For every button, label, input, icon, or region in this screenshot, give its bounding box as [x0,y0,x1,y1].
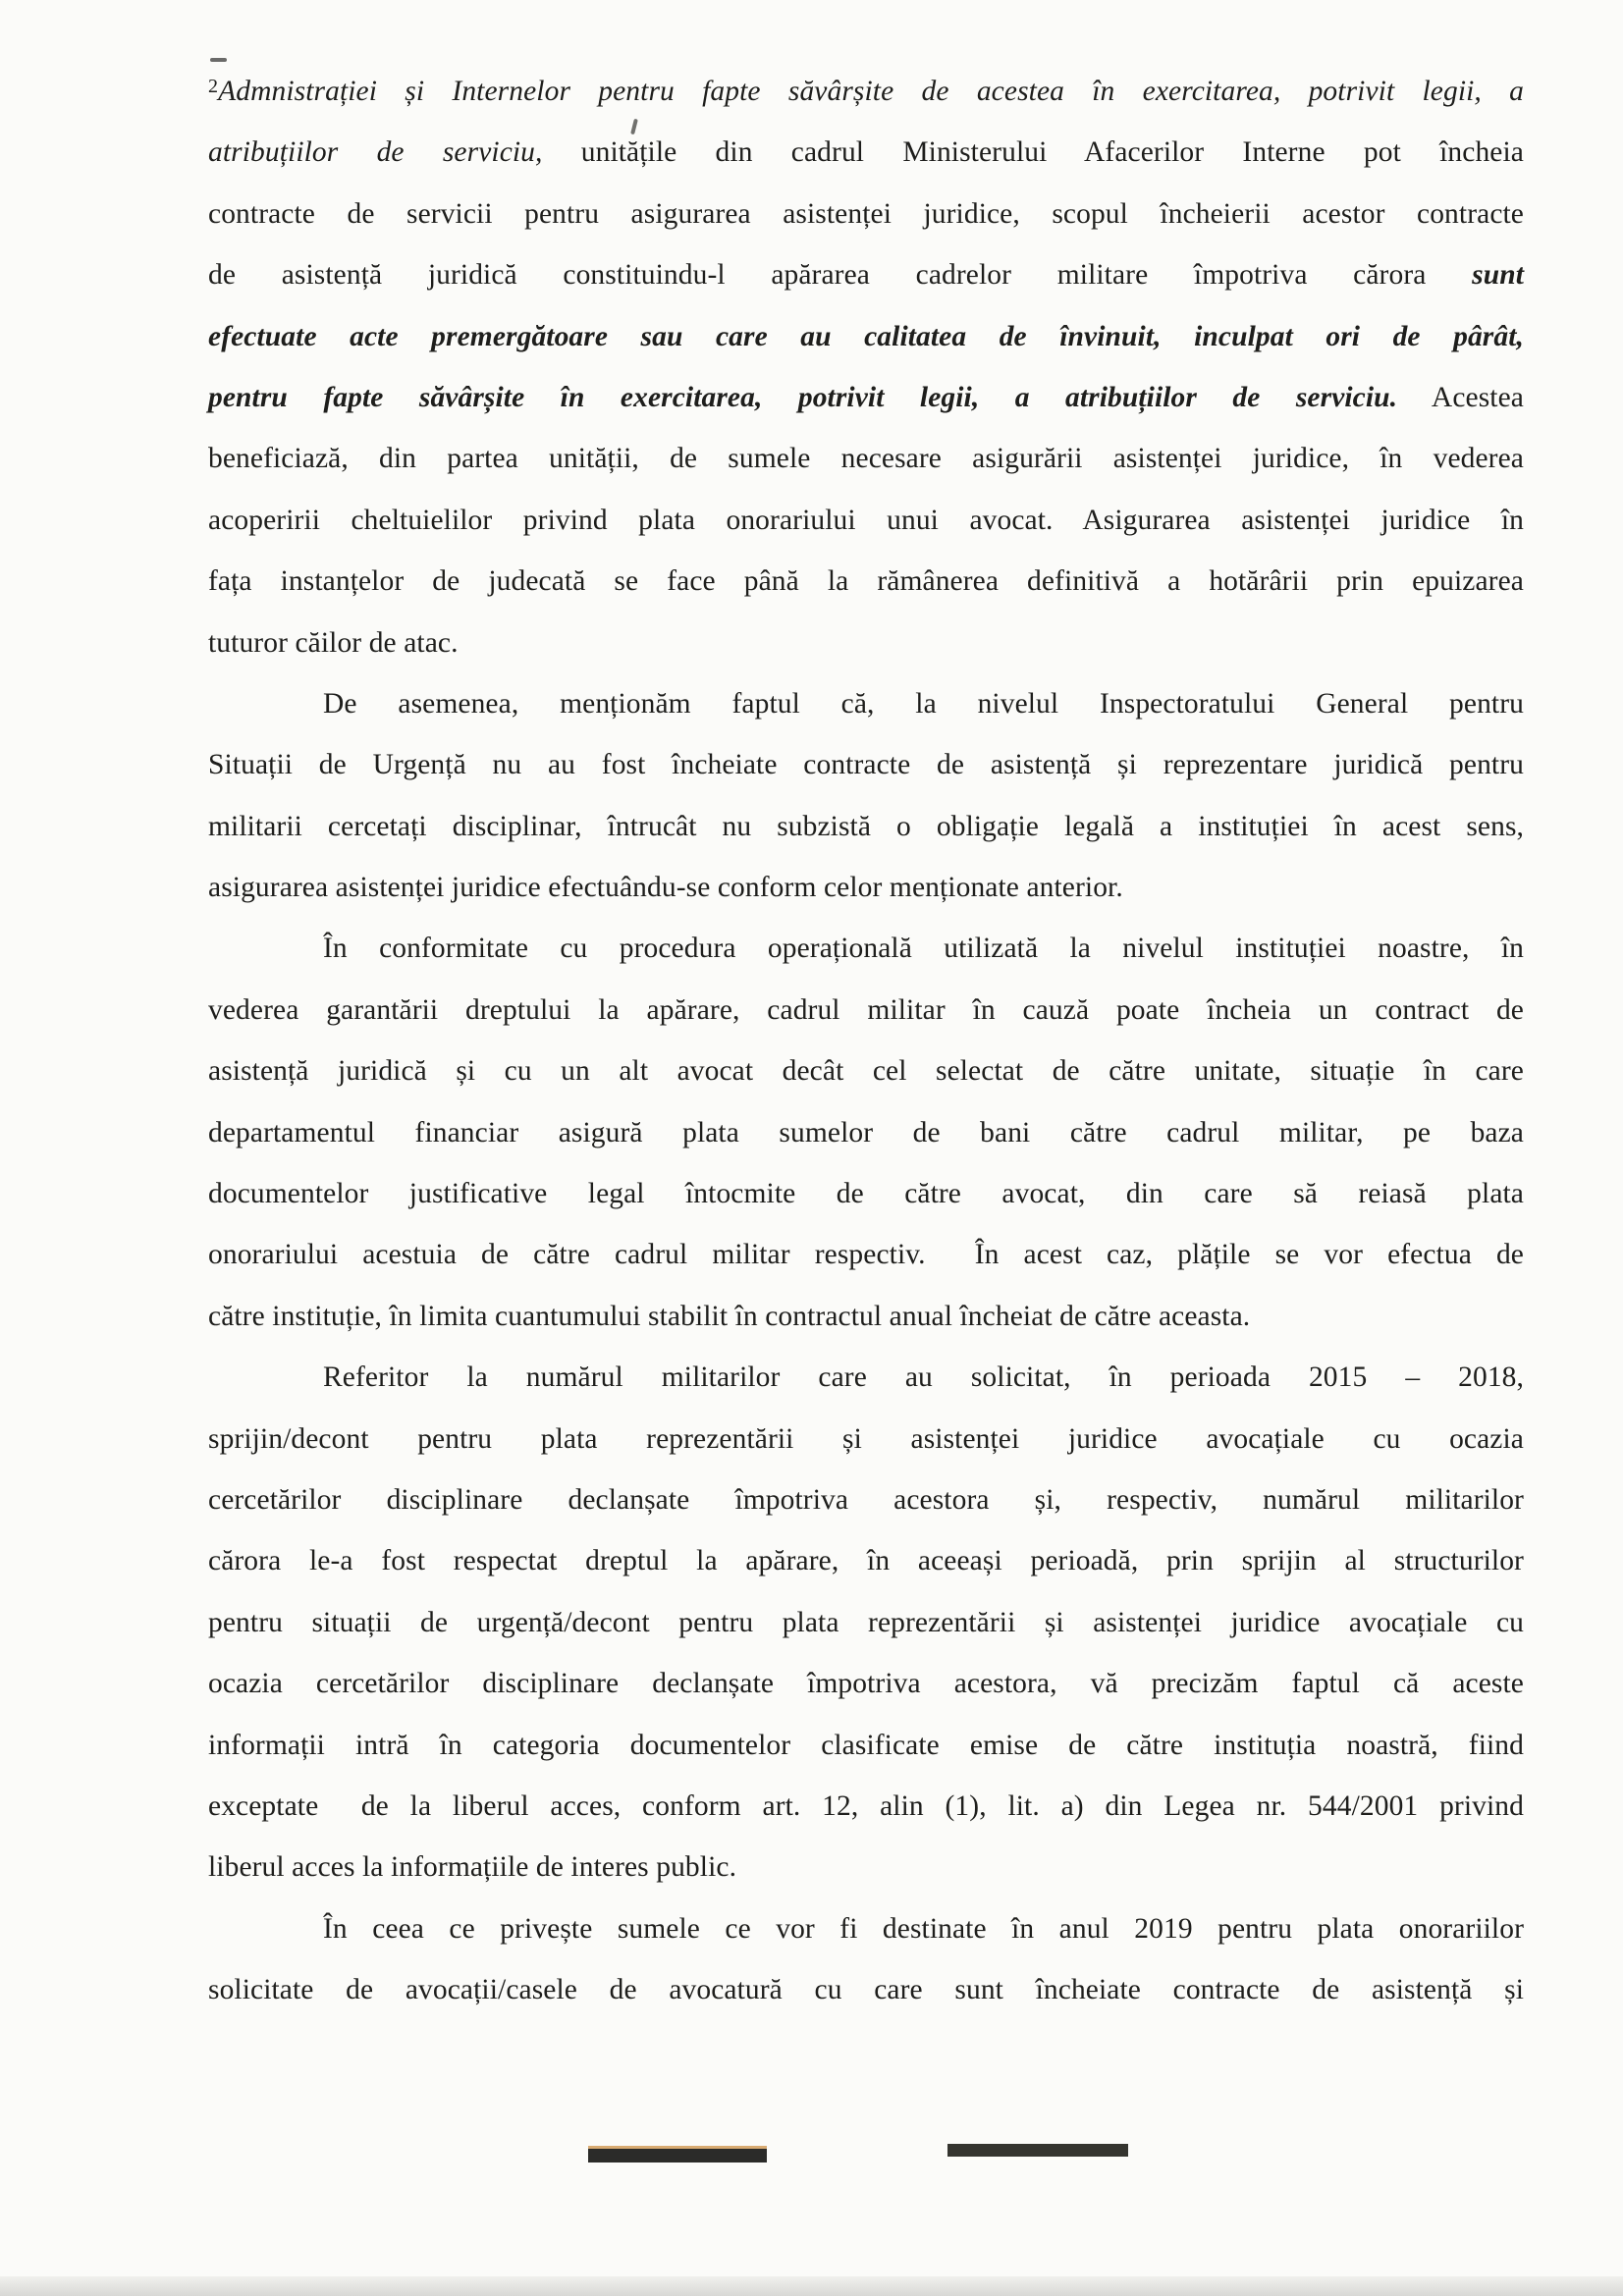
text-segment: onorariului acestuia de către cadrul militar respectiv. În acest caz, plățile se vor efectua de [208,1239,1524,1271]
text-segment: De asemenea, menționăm faptul că, la nivelul Inspectoratului General pentru [323,687,1524,720]
text-segment: În conformitate cu procedura operațională utilizată la nivelul instituției noastre, în [323,933,1524,965]
document-line [208,1041,1524,1101]
text-segment: către instituție, în limita cuantumului stabilit în contractul anual încheiat de către aceasta. [208,1300,1251,1332]
text-segment: solicitate de avocații/casele de avocatură cu care sunt încheiate contracte de asistență și [208,1974,1524,2006]
document-line [208,918,1524,979]
text-segment: informații intră în categoria documentelor clasificate emise de către instituția noastră, fiind [208,1729,1524,1761]
document-line [208,1592,1524,1653]
text-segment: asistență juridică și cu un alt avocat decât cel selectat de către unitate, situație în care [208,1055,1524,1088]
redaction-bar-right [947,2144,1128,2157]
document-line [208,1898,1524,1959]
document-line [208,61,1524,122]
text-segment: Referitor la numărul militarilor care au solicitat, în perioada 2015 – 2018, [323,1362,1524,1394]
document-line [208,1653,1524,1714]
document-line [208,184,1524,244]
document-line [208,1776,1524,1837]
document-line [208,244,1524,305]
text-segment: ocazia cercetărilor disciplinare declanșate împotriva acestora, vă precizăm faptul că aceste [208,1668,1524,1700]
document-line [208,1715,1524,1776]
text-segment: atribuțiilor de serviciu, [208,136,543,169]
text-segment: unitățile din cadrul Ministerului Afacerilor Interne pot încheia [542,136,1524,169]
document-line [208,551,1524,612]
document-line [208,306,1524,367]
text-segment: de asistență juridică constituindu-l apărarea cadrelor militare împotriva cărora [208,259,1473,292]
document-line [208,1837,1524,1897]
text-segment: Acestea [1397,381,1524,413]
redaction-bar-left [588,2146,767,2163]
footnote-marker: 2 [208,75,219,97]
text-segment: liberul acces la informațiile de interes public. [208,1851,737,1884]
document-line [208,613,1524,673]
document-line [208,673,1524,734]
document-line [208,1347,1524,1408]
text-segment: militarii cercetați disciplinar, întrucât nu subzistă o obligație legală a instituției în acest sens, [208,810,1524,842]
document-line [208,1286,1524,1347]
text-segment: tuturor căilor de atac. [208,626,459,659]
text-segment: vederea garantării dreptului la apărare, cadrul militar în cauză poate încheia un contract de [208,993,1524,1026]
text-segment: cărora le-a fost respectat dreptul la apărare, în aceeași perioadă, prin sprijin al structurilor [208,1545,1524,1577]
text-segment: pentru fapte săvârșite în exercitarea, potrivit legii, a atribuțiilor de serviciu. [208,381,1398,413]
text-segment: În ceea ce privește sumele ce vor fi destinate în anul 2019 pentru plata onorariilor [323,1912,1524,1945]
document-line [208,428,1524,489]
document-line [208,1102,1524,1163]
text-segment: pentru situații de urgență/decont pentru plata reprezentării și asistenței juridice avocațiale cu [208,1606,1524,1638]
text-segment: Situații de Urgență nu au fost încheiate contracte de asistență și reprezentare juridică pentru [208,749,1524,781]
text-segment: asigurarea asistenței juridice efectuându-se conform celor menționate anterior. [208,872,1123,904]
document-line [208,796,1524,857]
text-segment: sprijin/decont pentru plata reprezentării și asistenței juridice avocațiale cu ocazia [208,1422,1524,1455]
text-segment: documentelor justificative legal întocmite de către avocat, din care să reiasă plata [208,1178,1524,1210]
document-line [208,1224,1524,1285]
document-line [208,1469,1524,1530]
text-block [208,61,1524,2021]
text-segment: contracte de servicii pentru asigurarea asistenței juridice, scopul încheierii acestor contracte [208,197,1524,230]
text-segment: departamentul financiar asigură plata sumelor de bani către cadrul militar, pe baza [208,1116,1524,1148]
document-line [208,1409,1524,1469]
document-line [208,980,1524,1041]
text-segment: cercetărilor disciplinare declanșate împotriva acestora și, respectiv, numărul militarilor [208,1483,1524,1516]
text-segment: acoperirii cheltuielilor privind plata onorariului unui avocat. Asigurarea asistenței juridice în [208,504,1524,536]
text-segment: exceptate de la liberul acces, conform art. 12, alin (1), lit. a) din Legea nr. 544/2001 privind [208,1789,1524,1822]
document-line [208,490,1524,551]
text-segment: Admnistrației și Internelor pentru fapte săvârșite de acestea în exercitarea, potrivit legii, a [218,76,1524,107]
text-segment: sunt [1472,259,1524,292]
text-segment: efectuate acte premergătoare sau care au calitatea de învinuit, inculpat ori de pârât, [208,320,1524,352]
document-line [208,1959,1524,2020]
text-segment: beneficiază, din partea unității, de sumele necesare asigurării asistenței juridice, în vederea [208,443,1524,475]
document-line [208,122,1524,183]
document-line [208,857,1524,918]
text-segment: fața instanțelor de judecată se face până la rămânerea definitivă a hotărârii prin epuizarea [208,565,1524,598]
document-line [208,734,1524,795]
document-line [208,1530,1524,1591]
document-line [208,1163,1524,1224]
scan-edge-shadow [0,2276,1623,2296]
document-line [208,367,1524,428]
